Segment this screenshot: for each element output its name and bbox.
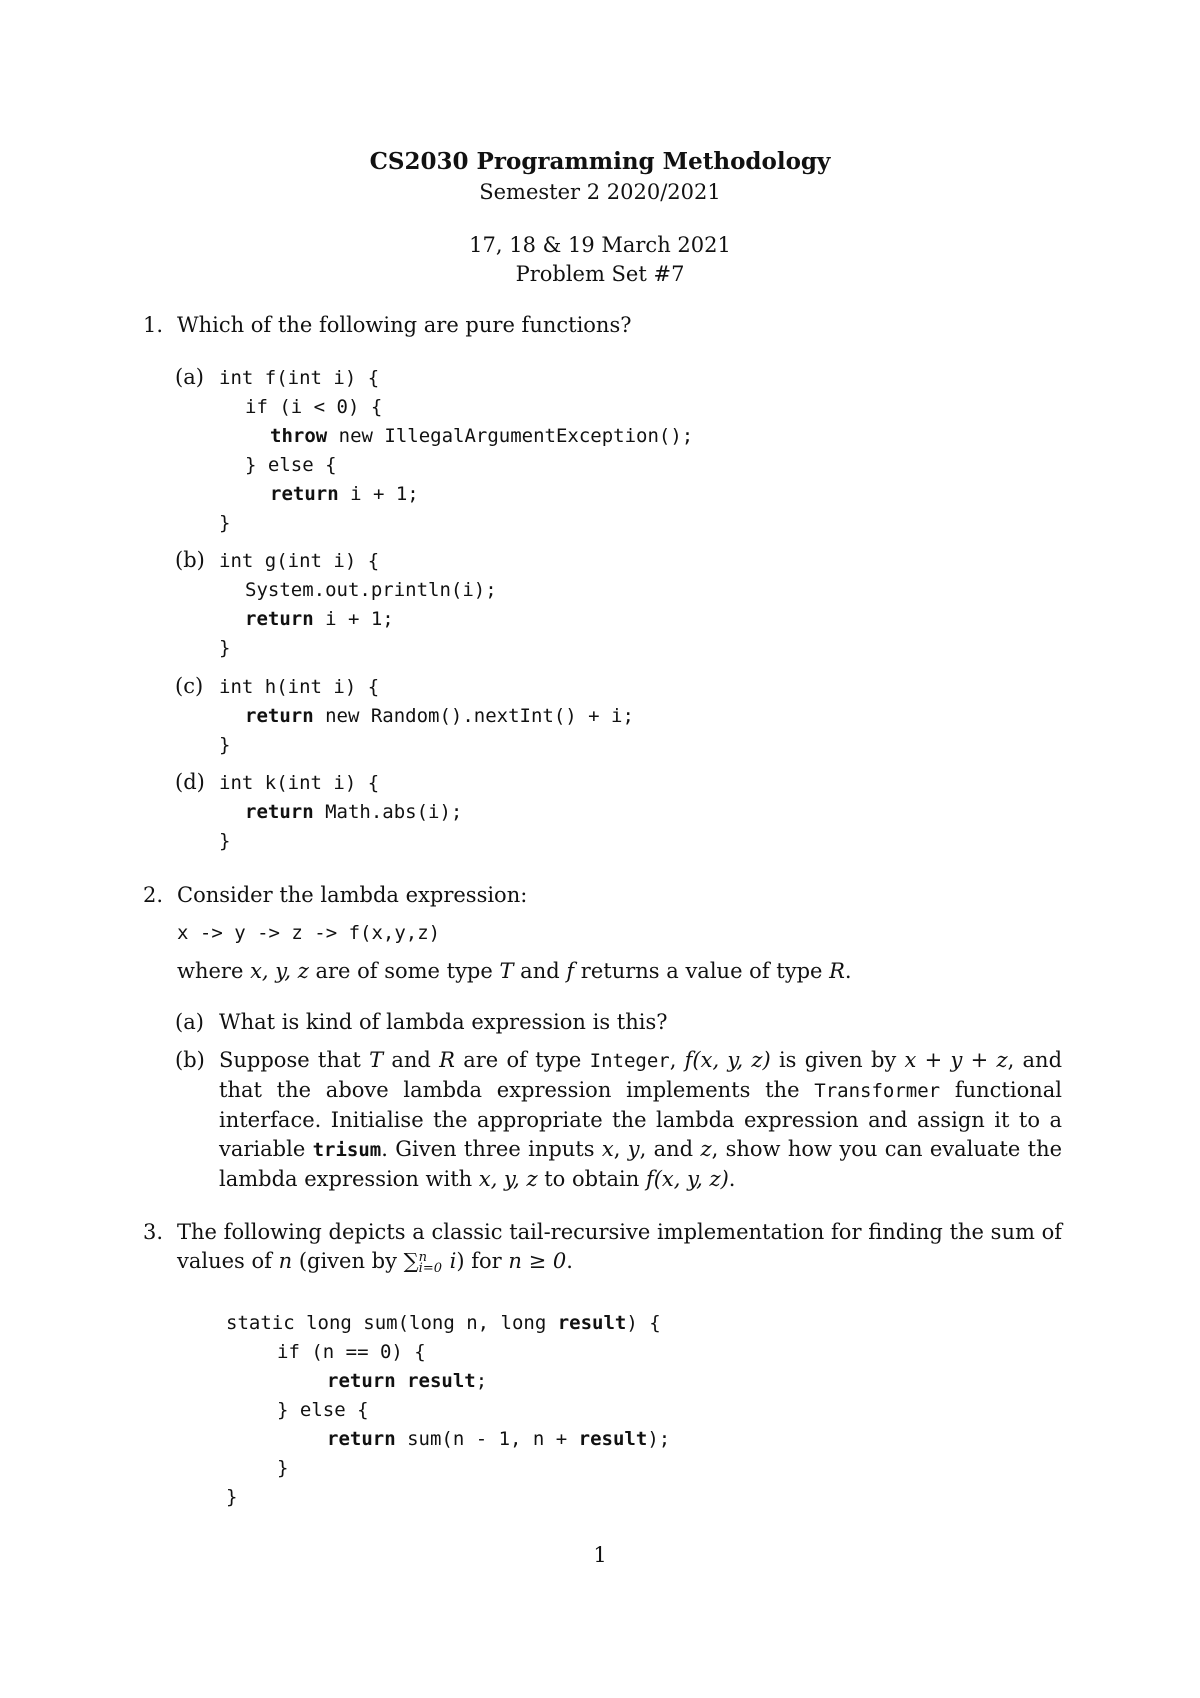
text: and xyxy=(513,959,567,983)
text: , xyxy=(613,1137,628,1161)
text: ) for xyxy=(456,1249,509,1273)
q1-number: 1. xyxy=(143,313,164,337)
text: (given by xyxy=(292,1249,404,1273)
text: functional interface. Initialise the appropriate the lambda expression and assign it to a variable xyxy=(219,1078,1062,1161)
keyword: return xyxy=(327,1428,396,1450)
math: n xyxy=(278,1249,293,1273)
q1b-code-line: } xyxy=(219,637,231,659)
math: x + y + z xyxy=(904,1048,1008,1072)
text: , and that the above lambda expression implements the xyxy=(219,1048,1063,1102)
math: f xyxy=(566,959,575,983)
math: z xyxy=(700,1137,712,1161)
sum-symbol: ∑ xyxy=(403,1249,419,1273)
text: . xyxy=(728,1167,736,1191)
q3-paragraph xyxy=(177,1218,1062,1276)
math: T xyxy=(499,959,514,983)
q2-where-line xyxy=(177,959,852,983)
code-text: ) { xyxy=(626,1312,661,1334)
q2-text: Consider the lambda expression: xyxy=(177,883,528,907)
keyword: result xyxy=(557,1312,627,1334)
q3-code-line xyxy=(327,1370,487,1392)
text: The following depicts a classic tail-recursive implementation for finding the sum of values of xyxy=(177,1220,1062,1273)
math: R xyxy=(829,959,845,983)
code-text: sum(n - 1, n + xyxy=(395,1428,579,1450)
sum-lower: i=0 xyxy=(418,1260,442,1276)
code-text: ; xyxy=(475,1370,488,1392)
q3-code-line: } xyxy=(226,1486,238,1508)
q1d-code-line: int k(int i) { xyxy=(219,772,380,794)
code-text: i + 1; xyxy=(313,608,394,630)
q1a-code-line: } else { xyxy=(245,454,337,476)
inline-code: trisum xyxy=(312,1139,382,1161)
keyword: return xyxy=(270,483,339,505)
q1a-code-line xyxy=(270,425,693,447)
q2-lambda-expression: x -> y -> z -> f(x,y,z) xyxy=(177,922,441,944)
page-number: 1 xyxy=(593,1543,607,1567)
text: , xyxy=(669,1048,685,1072)
math: f(x, y, z) xyxy=(645,1167,729,1191)
q1b-code-line: System.out.println(i); xyxy=(245,579,497,601)
q1b-code-line: int g(int i) { xyxy=(219,550,380,572)
text: are of some type xyxy=(308,959,500,983)
sum-upper: n xyxy=(418,1249,428,1265)
math: x, y, z xyxy=(250,959,309,983)
code-text: static long sum(long n, long xyxy=(226,1312,558,1334)
text: and xyxy=(383,1048,440,1072)
q3-code-line: if (n == 0) { xyxy=(277,1341,426,1363)
q1d-code-line xyxy=(245,801,462,823)
text: , show how you can evaluate the lambda expression with xyxy=(219,1137,1063,1191)
math: T xyxy=(369,1048,384,1072)
dates-line: 17, 18 & 19 March 2021 xyxy=(469,233,731,257)
q1c-label: (c) xyxy=(175,674,204,698)
keyword: result xyxy=(395,1370,476,1392)
text: . xyxy=(566,1249,573,1273)
q2b-label: (b) xyxy=(175,1048,205,1072)
math: x, y, z xyxy=(478,1167,538,1191)
text: , and xyxy=(639,1137,701,1161)
text: are of type xyxy=(454,1048,590,1072)
q3-code-line xyxy=(327,1428,670,1450)
problem-set-line: Problem Set #7 xyxy=(515,262,685,286)
q1c-code-line: } xyxy=(219,734,231,756)
q1a-code-line: int f(int i) { xyxy=(219,367,380,389)
q2a-text: What is kind of lambda expression is this? xyxy=(219,1010,668,1034)
keyword: return xyxy=(327,1370,396,1392)
text: Suppose that xyxy=(219,1048,370,1072)
inline-code: Integer xyxy=(589,1050,670,1072)
semester-line: Semester 2 2020/2021 xyxy=(479,180,721,204)
q1a-code-line: } xyxy=(219,512,231,534)
math: y xyxy=(627,1137,640,1161)
text: is given by xyxy=(770,1048,905,1072)
q1b-code-line xyxy=(245,608,394,630)
code-text: new IllegalArgumentException(); xyxy=(327,425,694,447)
q3-number: 3. xyxy=(143,1220,164,1244)
keyword: return xyxy=(245,705,314,727)
keyword: return xyxy=(245,801,314,823)
math: R xyxy=(439,1048,455,1072)
q2-number: 2. xyxy=(143,883,164,907)
code-text: Math.abs(i); xyxy=(313,801,463,823)
q3-code-line xyxy=(226,1312,661,1334)
keyword: result xyxy=(578,1428,648,1450)
q1b-label: (b) xyxy=(175,548,205,572)
code-text: i + 1; xyxy=(338,483,419,505)
sum-limits xyxy=(418,1249,442,1276)
inline-code: Transformer xyxy=(814,1080,941,1102)
code-text: new Random().nextInt() + i; xyxy=(313,705,634,727)
math: x xyxy=(601,1137,614,1161)
q1-text: Which of the following are pure functions? xyxy=(177,313,632,337)
q1c-code-line xyxy=(245,705,634,727)
document-title: CS2030 Programming Methodology xyxy=(369,148,831,175)
q1c-code-line: int h(int i) { xyxy=(219,676,380,698)
q1a-code-line: if (i < 0) { xyxy=(245,396,383,418)
q1a-label: (a) xyxy=(175,365,204,389)
q1d-code-line: } xyxy=(219,830,231,852)
q3-code-line: } xyxy=(277,1457,289,1479)
q1d-label: (d) xyxy=(175,770,205,794)
q2b-paragraph xyxy=(219,1046,1062,1194)
q2a-label: (a) xyxy=(175,1010,204,1034)
math: f(x, y, z) xyxy=(684,1048,771,1072)
q1a-code-line xyxy=(270,483,419,505)
math: i xyxy=(442,1249,457,1273)
text: returns a value of type xyxy=(574,959,830,983)
keyword: throw xyxy=(270,425,328,447)
text: . xyxy=(844,959,852,983)
q3-code-line: } else { xyxy=(277,1399,369,1421)
keyword: return xyxy=(245,608,314,630)
code-text: ); xyxy=(647,1428,671,1450)
text: . Given three inputs xyxy=(381,1137,602,1161)
math: n ≥ 0 xyxy=(508,1249,567,1273)
text: to obtain xyxy=(537,1167,646,1191)
text: where xyxy=(177,959,251,983)
